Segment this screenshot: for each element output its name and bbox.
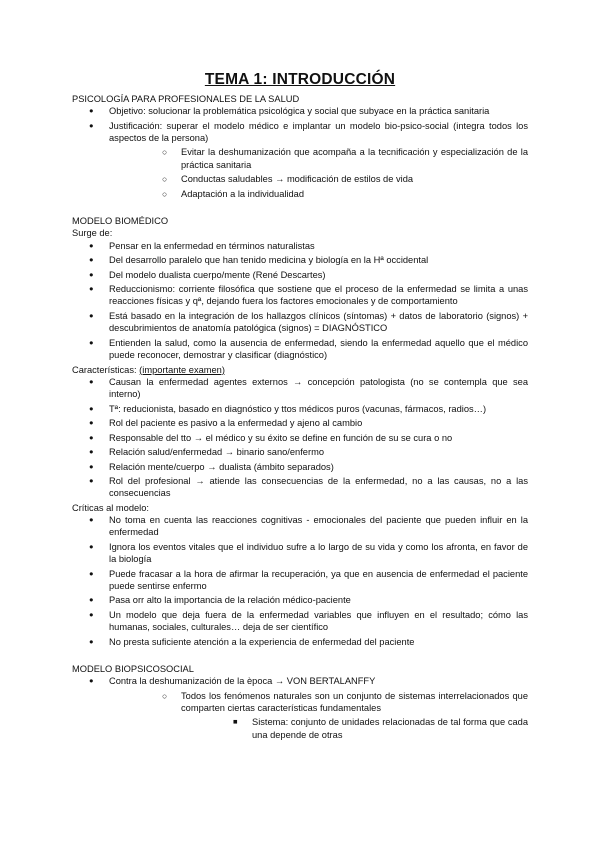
list-item: ● Objetivo: solucionar la problemática psicológica y social que subyace en la práctica sanitaria	[72, 105, 528, 117]
bullet-list	[72, 240, 528, 362]
list-item: ● Entienden la salud, como la ausencia de enfermedad, siendo la enfermedad aquello que el médico puede reconocer, demostrar y clasificar (diagnóstico)	[72, 337, 528, 362]
sub-sub-list-item: ■ Sistema: conjunto de unidades relacionadas de tal forma que cada una depende de otras	[216, 716, 528, 741]
bullet-list	[72, 376, 528, 500]
sub-bullet-list	[145, 690, 528, 741]
list-item: ● Pasa orr alto la importancia de la relación médico-paciente	[72, 594, 528, 606]
list-item-text: Contra la deshumanización de la època → VON BERTALANFFY	[109, 676, 376, 687]
sub-list-item: ○ Adaptación a la individualidad	[145, 188, 528, 200]
page-title: TEMA 1: INTRODUCCIÓN	[204, 71, 396, 88]
sub-sub-bullet-list	[216, 716, 528, 741]
sub-list-item: ○ Evitar la deshumanización que acompaña a la tecnificación y especialización de la práctica sanitaria	[145, 146, 528, 171]
list-item	[72, 675, 528, 740]
bullet-list	[72, 105, 528, 200]
list-item: ● Rol del profesional → atiende las consecuencias de la enfermedad, no a las causas, no a las consecuencias	[72, 475, 528, 500]
list-item: ● Relación salud/enfermedad → binario sano/enfermo	[72, 446, 528, 458]
caracteristicas-label	[72, 364, 528, 376]
bullet-list	[72, 514, 528, 648]
list-item	[72, 120, 528, 200]
spacer	[72, 202, 528, 215]
criticas-label: Críticas al modelo:	[72, 502, 149, 513]
list-item: ● Relación mente/cuerpo → dualista (ámbito separados)	[72, 461, 528, 473]
list-item: ● Del modelo dualista cuerpo/mente (René Descartes)	[72, 269, 528, 281]
section-heading-psicologia: PSICOLOGÍA PARA PROFESIONALES DE LA SALUD	[72, 94, 300, 104]
spacer	[72, 650, 528, 663]
list-item: ● Puede fracasar a la hora de afirmar la recuperación, ya que en ausencia de enfermedad el paciente puede sentirse enfermo	[72, 568, 528, 593]
list-item: ● Del desarrollo paralelo que han tenido medicina y biología en la Hª occidental	[72, 254, 528, 266]
sub-list-item: ○ Conductas saludables → modificación de estilos de vida	[145, 173, 528, 185]
surge-label: Surge de:	[72, 228, 113, 239]
sub-bullet-list	[145, 146, 528, 200]
caracteristicas-note: (importante examen)	[139, 364, 225, 375]
section-heading-biomedico: MODELO BIOMÉDICO	[72, 216, 169, 227]
list-item: ● Responsable del tto → el médico y su éxito se define en función de su se cura o no	[72, 432, 528, 444]
list-item: ● Causan la enfermedad agentes externos → concepción patologista (no se contempla que sea interno)	[72, 376, 528, 401]
list-item-text: Justificación: superar el modelo médico e implantar un modelo bio-psico-social (integra todos los aspectos de la persona)	[109, 120, 528, 144]
bullet-list	[72, 675, 528, 740]
list-item: ● Reduccionismo: corriente filosófica que sostiene que el proceso de la enfermedad se limita a unas reacciones físicas y qª, dejando fuera los factores emocionales y de comportamiento	[72, 283, 528, 308]
section-heading-biopsicosocial: MODELO BIOPSICOSOCIAL	[72, 664, 194, 675]
sub-list-item-text: Todos los fenómenos naturales son un conjunto de sistemas interrelacionados que comparten ciertas características fundamentales	[181, 690, 528, 714]
list-item: ● Tª: reducionista, basado en diagnóstico y ttos médicos puros (vacunas, fármacos, radios…)	[72, 403, 528, 415]
list-item: ● Rol del paciente es pasivo a la enfermedad y ajeno al cambio	[72, 417, 528, 429]
sub-list-item	[145, 690, 528, 741]
list-item: ● Ignora los eventos vitales que el individuo sufre a lo largo de su vida y como los afronta, en favor de la biología	[72, 541, 528, 566]
document-body	[72, 93, 528, 743]
list-item: ● Un modelo que deja fuera de la enfermedad variables que influyen en el resultado; cómo las humanas, sociales, culturales… deja de ser científico	[72, 609, 528, 634]
list-item: ● Está basado en la integración de los hallazgos clínicos (síntomas) + datos de laboratorio (signos) + descubrimientos de anatomía patológica (signos) = DIAGNÓSTICO	[72, 310, 528, 335]
list-item: ● No presta suficiente atención a la experiencia de enfermedad del paciente	[72, 636, 528, 648]
list-item: ● No toma en cuenta las reacciones cognitivas - emocionales del paciente que pueden influir en la enfermedad	[72, 514, 528, 539]
caracteristicas-label-text: Características:	[72, 364, 140, 375]
list-item: ● Pensar en la enfermedad en términos naturalistas	[72, 240, 528, 252]
